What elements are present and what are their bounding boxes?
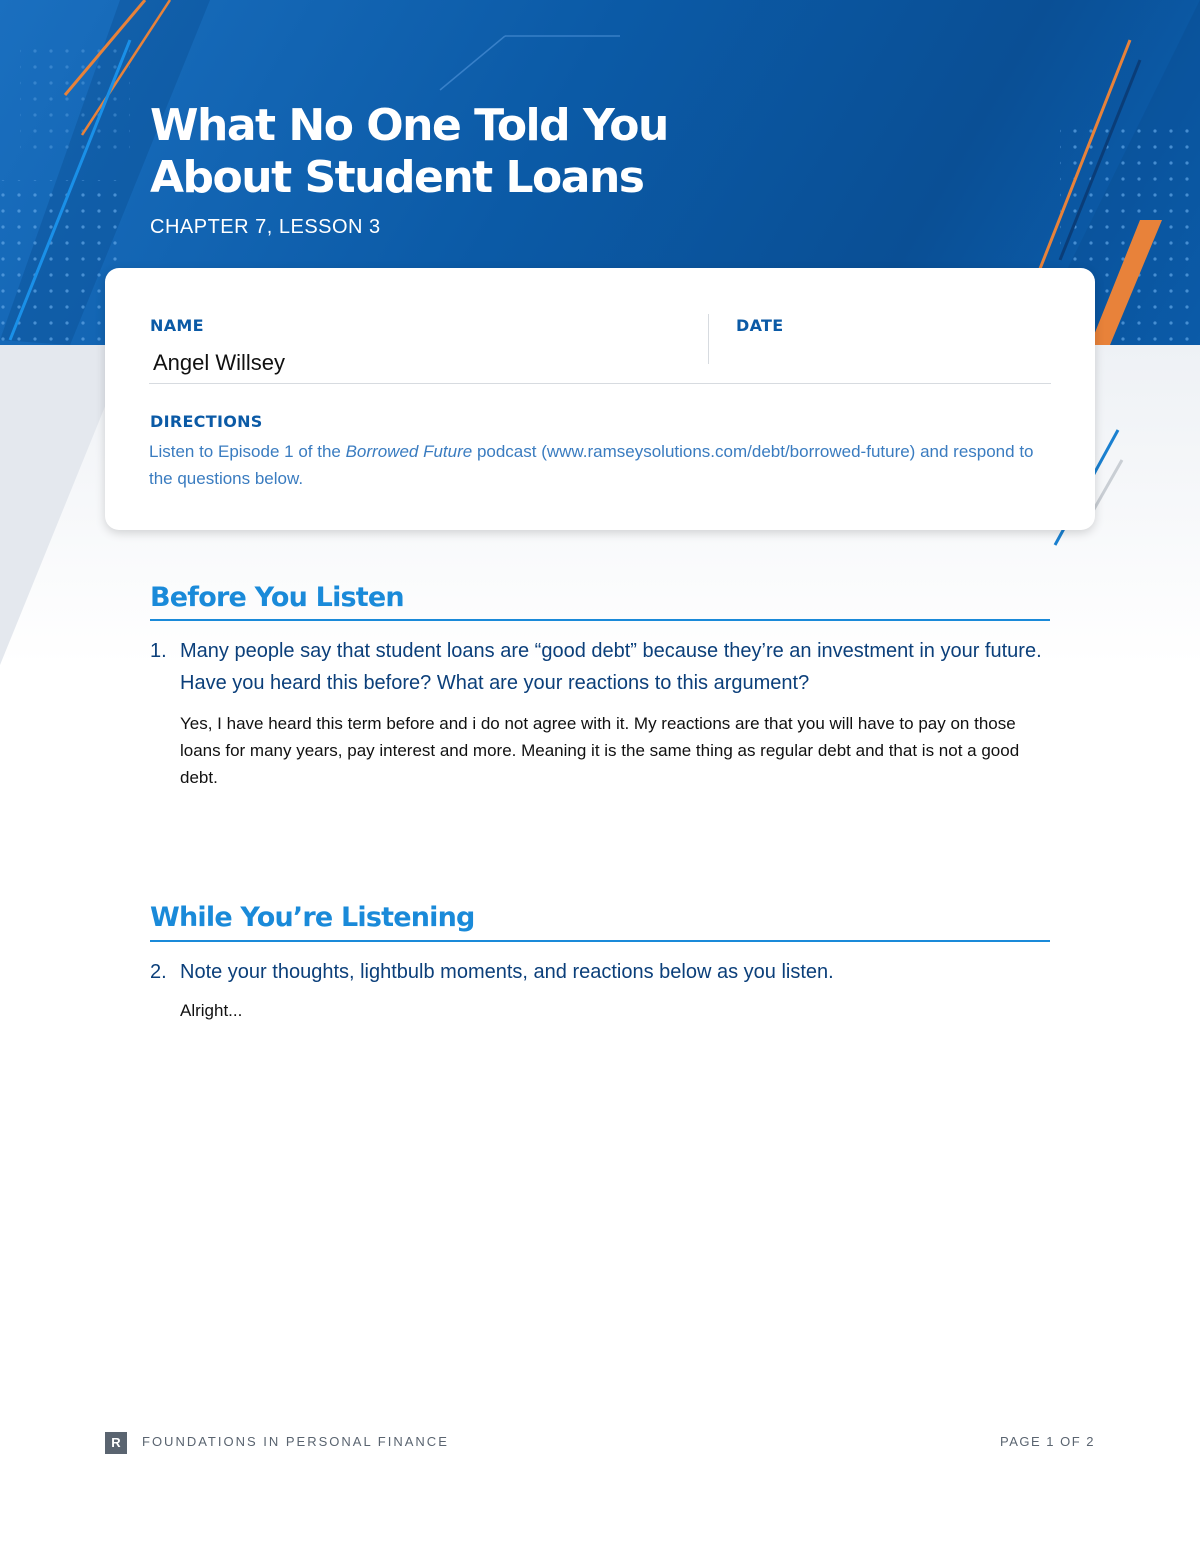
- date-label: DATE: [736, 316, 784, 335]
- answer-text-1[interactable]: Yes, I have heard this term before and i do not agree with it. My reactions are that you will have to pay on those loans for many years, pay interest and more. Meaning it is the same thing as regular debt and that is not a good debt.: [180, 714, 1020, 787]
- question-text: Many people say that student loans are “good debt” because they’re an investment in your future. Have you heard this before? What are your reactions to this argument?: [180, 640, 1042, 694]
- question-text: Note your thoughts, lightbulb moments, and reactions below as you listen.: [180, 961, 834, 983]
- page-title: [150, 100, 668, 204]
- field-divider: [708, 314, 709, 364]
- ramsey-logo-icon: R: [105, 1432, 127, 1454]
- student-info-card: [105, 268, 1095, 530]
- question-number: 2.: [150, 961, 167, 983]
- podcast-title: Borrowed Future: [345, 442, 473, 461]
- title-line-2: About Student Loans: [150, 152, 644, 203]
- name-label: NAME: [150, 316, 204, 335]
- answer-text-2[interactable]: Alright...: [180, 1001, 243, 1020]
- directions-text: [149, 438, 1059, 492]
- title-line-1: What No One Told You: [150, 100, 668, 151]
- card-divider: [149, 383, 1051, 384]
- directions-text-end: podcast (www.ramseysolutions.com/debt/borrowed-future) and respond to the questions below.: [149, 442, 1034, 488]
- section-rule: [150, 940, 1050, 942]
- section-heading-while-listening: While You’re Listening: [150, 902, 475, 933]
- section-heading-before-you-listen: Before You Listen: [150, 582, 404, 613]
- section-rule: [150, 619, 1050, 621]
- name-field[interactable]: Angel Willsey: [153, 350, 286, 375]
- course-name: FOUNDATIONS IN PERSONAL FINANCE: [142, 1434, 449, 1449]
- page-number: PAGE 1 OF 2: [999, 1434, 1095, 1449]
- question-number: 1.: [150, 640, 167, 662]
- lesson-subtitle: CHAPTER 7, LESSON 3: [150, 216, 381, 238]
- directions-text-start: Listen to Episode 1 of the: [149, 442, 346, 461]
- directions-label: DIRECTIONS: [150, 412, 263, 431]
